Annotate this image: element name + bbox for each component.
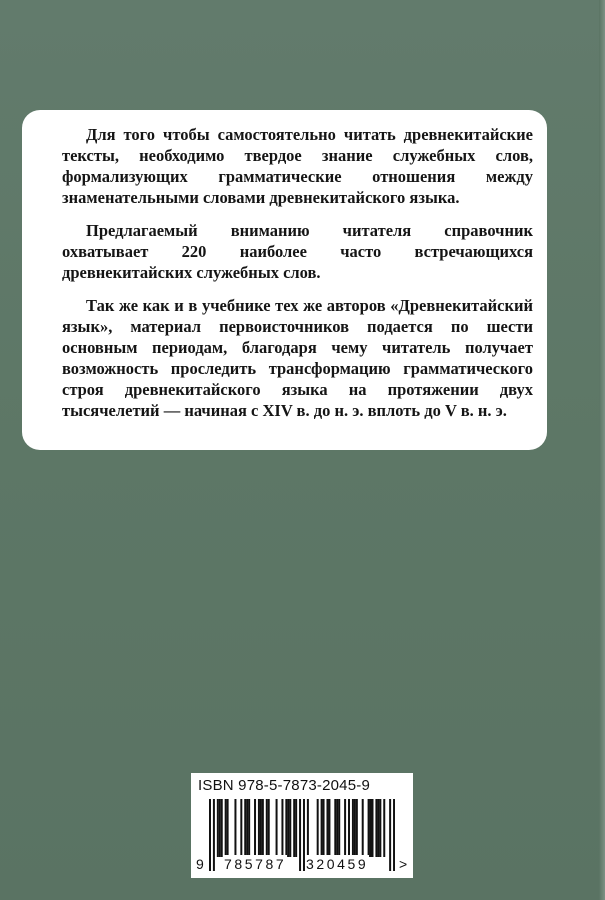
barcode-bar [268, 799, 270, 857]
barcode-bar [225, 799, 227, 857]
barcode-bar [234, 799, 236, 857]
barcode-bar [328, 799, 330, 857]
barcode-bar [266, 799, 268, 857]
barcode-arrow: > [399, 856, 408, 872]
barcode-bar [356, 799, 358, 857]
barcode-bar [217, 799, 219, 857]
blurb-paragraph-3: Так же как и в учебнике тех же авторов «Древнекитайский язык», материал первоисточников подается по шести основным периодам, благодаря чему читатель получает возможность проследить трансформацию грамматического строя древнекитайского языка на протяжении двух тысячелетий — начиная с XIV в. до н. э. вплоть до V в. н. э. [62, 296, 533, 420]
barcode-bar [219, 799, 221, 857]
barcode-bar [254, 799, 256, 857]
barcode-bar [321, 799, 323, 857]
barcode-bar [258, 799, 260, 857]
barcode-bar [293, 799, 295, 857]
cover-edge [599, 0, 605, 900]
barcode-digit-first: 9 [196, 856, 204, 872]
barcode-bar [281, 799, 283, 857]
barcode-bar [240, 799, 242, 857]
barcode-bar [323, 799, 325, 857]
barcode-bar [336, 799, 338, 857]
barcode-bar [334, 799, 336, 857]
barcode-bar [344, 799, 346, 857]
isbn-block [191, 773, 413, 878]
isbn-label: ISBN 978-5-7873-2045-9 [198, 777, 371, 794]
barcode-digits-left: 785787 [224, 856, 287, 872]
barcode-bar [260, 799, 262, 857]
barcode-bar [287, 799, 289, 857]
barcode-bar [221, 799, 223, 857]
barcode-bar [377, 799, 379, 857]
barcode-bar [352, 799, 354, 857]
barcode-bar [276, 799, 278, 857]
barcode-bar [326, 799, 328, 857]
barcode-bar [338, 799, 340, 857]
blurb-paragraph-2: Предлагаемый вниманию читателя справочник охватывает 220 наиболее часто встречающихся древнекитайских служебных слов. [62, 221, 533, 282]
blurb-paragraph-1: Для того чтобы самостоятельно читать древнекитайские тексты, необходимо твердое знание служебных слов, формализующих грамматические отношения между знаменательными словами древнекитайского языка. [62, 125, 533, 207]
barcode-bar [348, 799, 350, 857]
barcode-bar [295, 799, 297, 857]
barcode-digits [195, 855, 409, 875]
barcode-bar [317, 799, 319, 857]
barcode-bar [370, 799, 372, 857]
barcode-bar [362, 799, 364, 857]
barcode-bar [289, 799, 291, 857]
barcode-bar [383, 799, 385, 857]
barcode-bar [379, 799, 381, 857]
barcode-bar [285, 799, 287, 857]
barcode-bar [227, 799, 229, 857]
barcode-bar [244, 799, 246, 857]
barcode-digits-right: 320459 [306, 856, 369, 872]
barcode-bar [246, 799, 248, 857]
barcode-bar [375, 799, 377, 857]
barcode-bar [354, 799, 356, 857]
barcode-bar [307, 799, 309, 857]
barcode-bar [248, 799, 250, 857]
blurb-panel [22, 110, 547, 450]
barcode-bar [368, 799, 370, 857]
barcode-bar [372, 799, 374, 857]
barcode-bar [262, 799, 264, 857]
